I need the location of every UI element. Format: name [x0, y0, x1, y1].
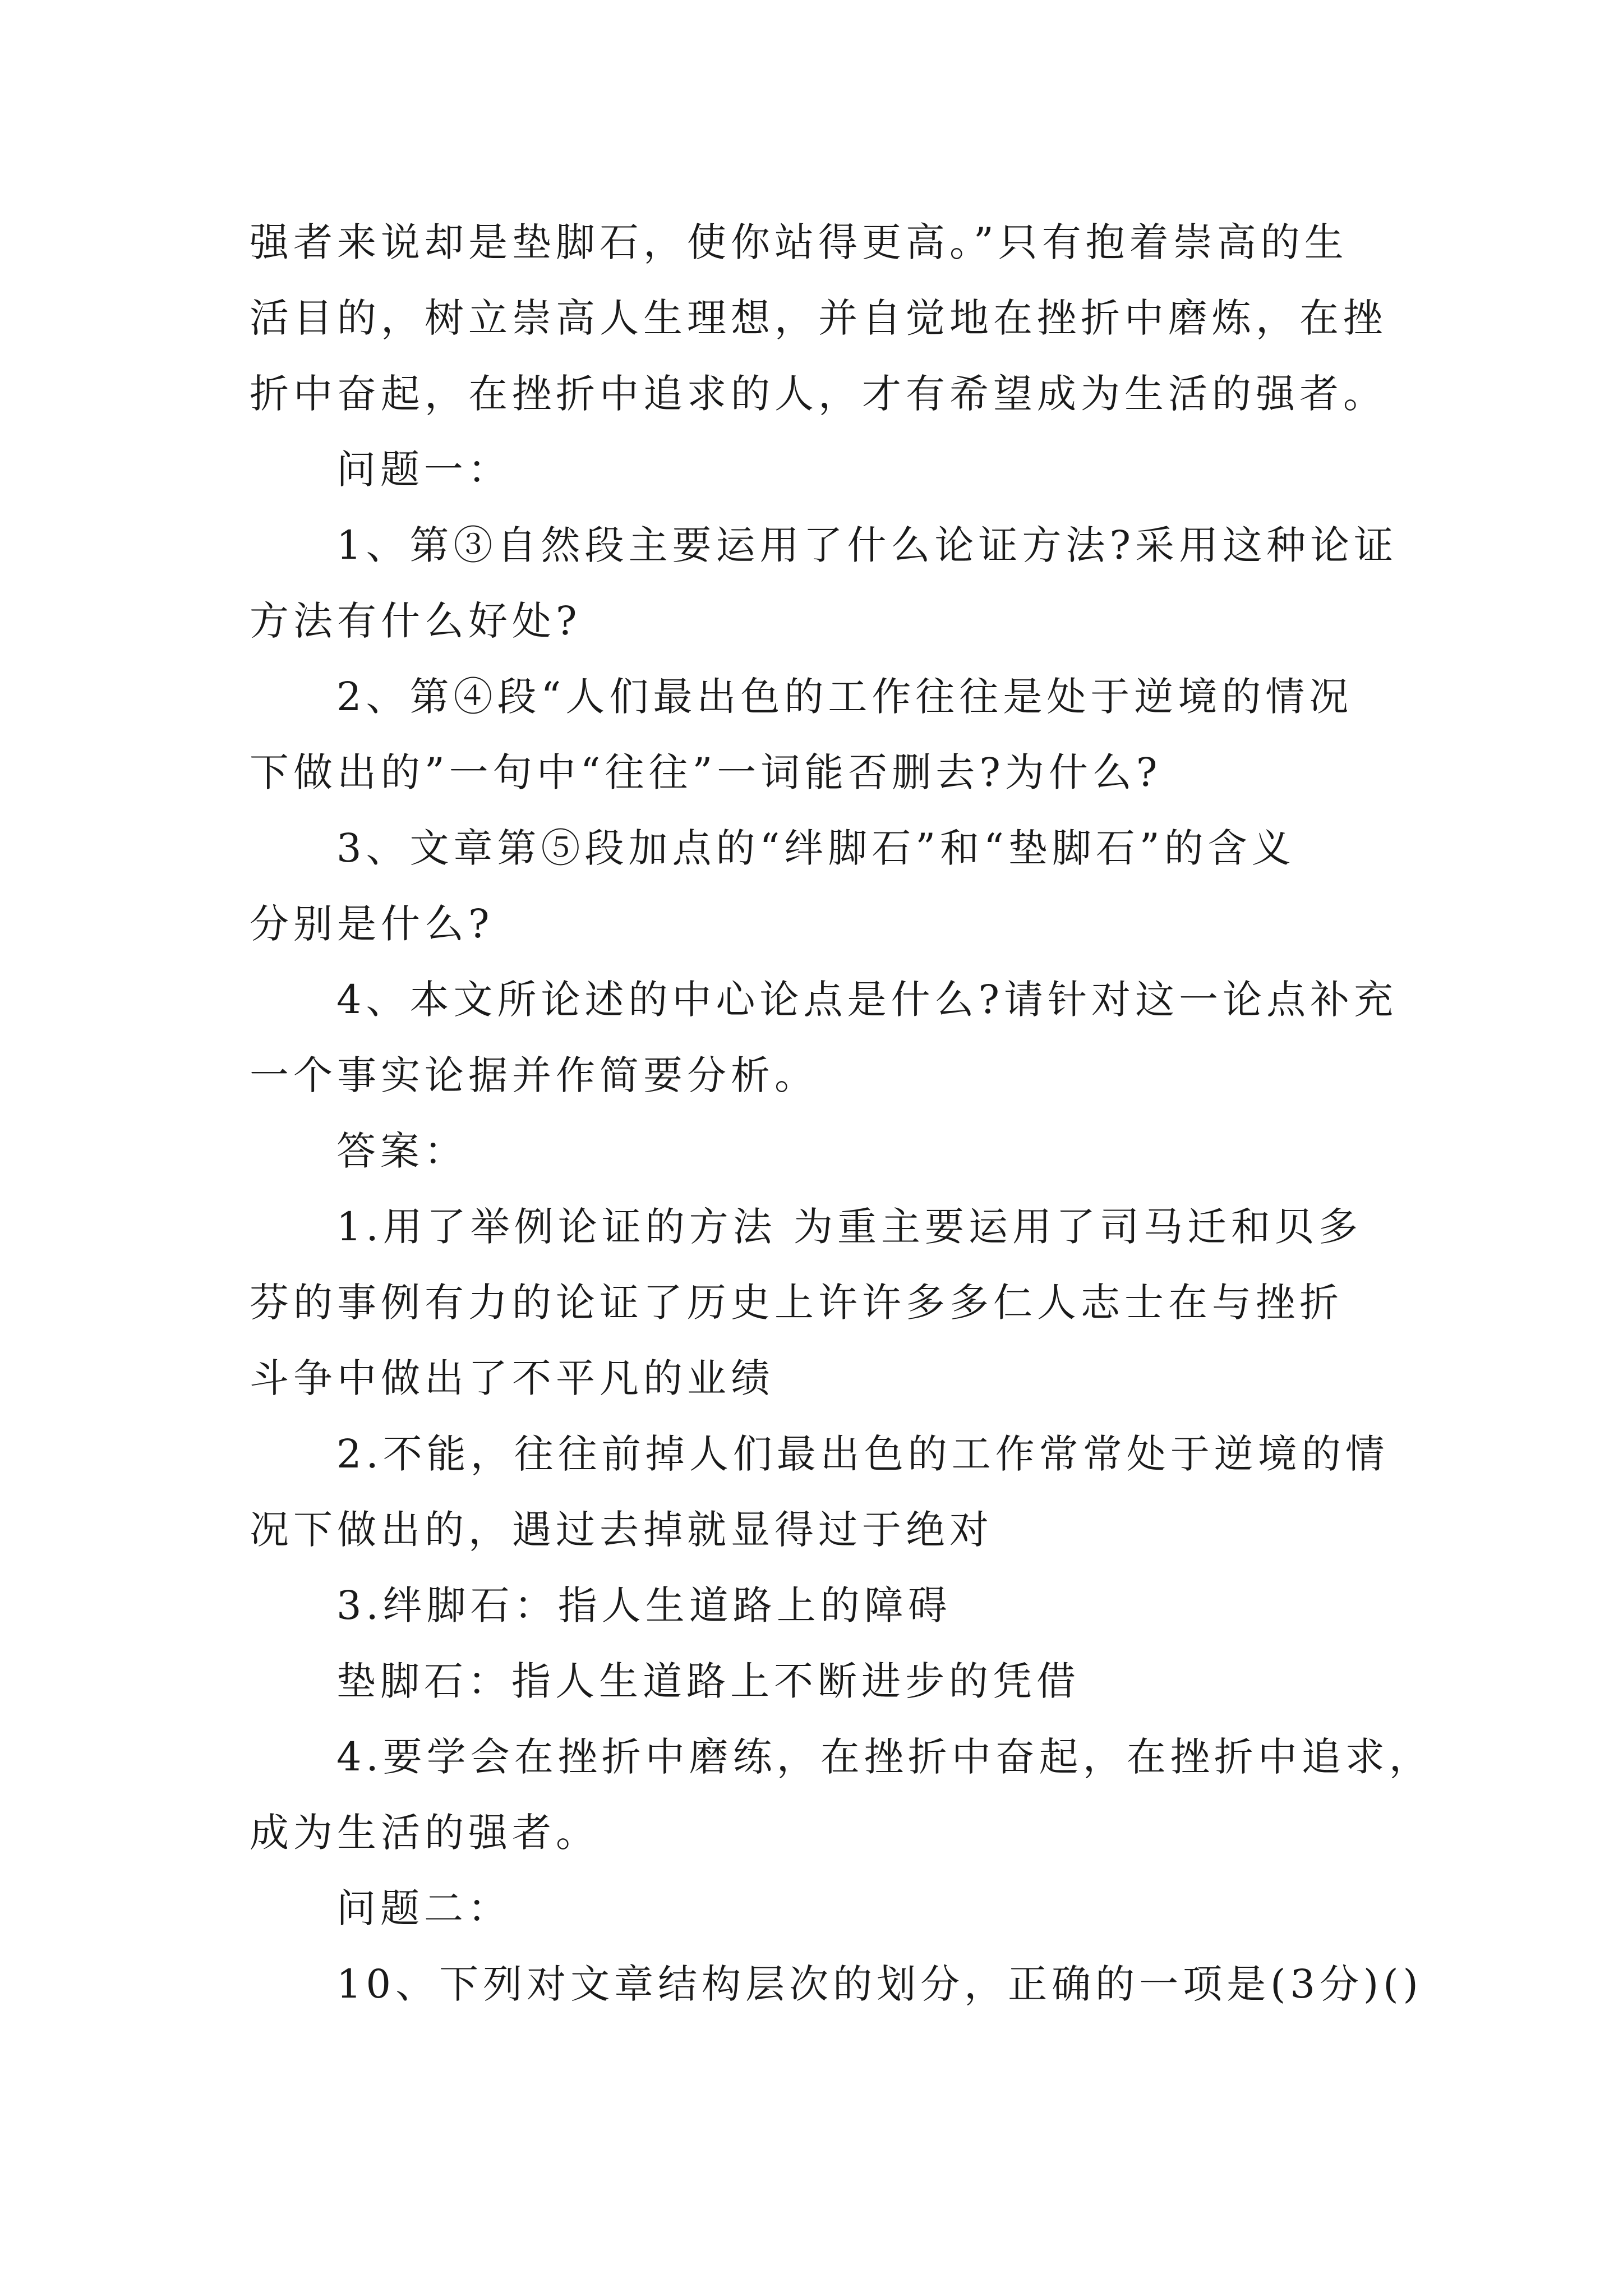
question-line: 10、下列对文章结构层次的划分，正确的一项是(3分)(): [336, 1961, 1423, 2007]
answer-line: 垫脚石：指人生道路上不断进步的凭借: [336, 1658, 1080, 1704]
text-line: 折中奋起，在挫折中追求的人，才有希望成为生活的强者。: [250, 371, 1387, 417]
answer-line: 4.要学会在挫折中磨练，在挫折中奋起，在挫折中追求，: [336, 1734, 1433, 1780]
question-line: 1、第③自然段主要运用了什么论证方法?采用这种论证: [336, 522, 1398, 568]
answer-line: 成为生活的强者。: [250, 1810, 600, 1856]
question-line: 下做出的”一句中“往往”一词能否删去?为什么?: [250, 749, 1162, 795]
question-line: 分别是什么?: [250, 901, 494, 947]
answer-line: 斗争中做出了不平凡的业绩: [250, 1355, 774, 1401]
section-heading: 问题一：: [336, 447, 511, 493]
answer-line: 况下做出的，遇过去掉就显得过于绝对: [250, 1507, 993, 1553]
question-line: 4、本文所论述的中心论点是什么?请针对这一论点补充: [336, 977, 1398, 1023]
answer-line: 1.用了举例论证的方法 为重主要运用了司马迁和贝多: [336, 1204, 1363, 1250]
question-line: 2、第④段“人们最出色的工作往往是处于逆境的情况: [336, 674, 1353, 720]
text-line: 活目的，树立崇高人生理想，并自觉地在挫折中磨炼，在挫: [250, 295, 1387, 341]
answer-line: 2.不能，往往前掉人们最出色的工作常常处于逆境的情: [336, 1431, 1389, 1477]
question-line: 一个事实论据并作简要分析。: [250, 1052, 818, 1098]
section-heading: 问题二：: [336, 1885, 511, 1931]
question-line: 方法有什么好处?: [250, 598, 582, 644]
question-line: 3、文章第⑤段加点的“绊脚石”和“垫脚石”的含义: [336, 825, 1295, 871]
text-line: 强者来说却是垫脚石，使你站得更高。”只有抱着崇高的生: [250, 219, 1348, 265]
answer-heading: 答案：: [336, 1128, 468, 1174]
answer-line: 芬的事例有力的论证了历史上许许多多仁人志士在与挫折: [250, 1280, 1343, 1326]
answer-line: 3.绊脚石：指人生道路上的障碍: [336, 1582, 952, 1628]
